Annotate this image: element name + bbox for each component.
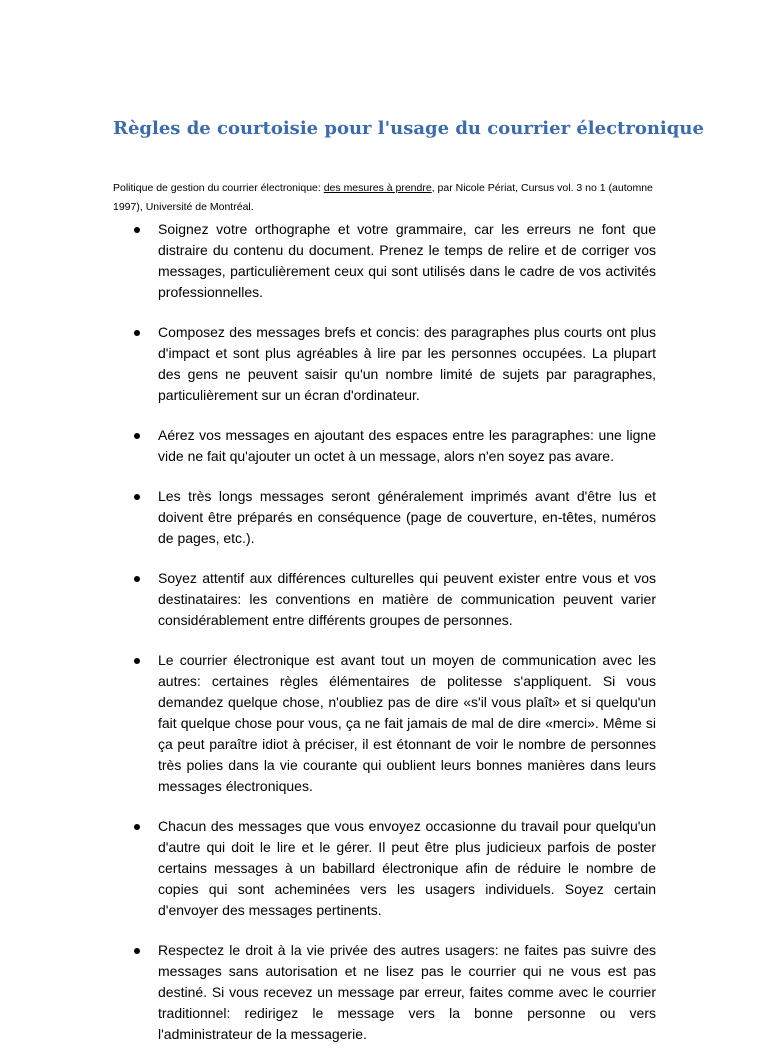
document-title: Règles de courtoisie pour l'usage du courrier électronique — [113, 118, 704, 139]
list-item — [113, 816, 656, 921]
rules-list — [113, 219, 656, 1064]
list-item-text: Respectez le droit à la vie privée des autres usagers: ne faites pas suivre des messages sans autorisation et ne lisez pas le courrier qui ne vous est pas destiné. Si vous recevez un message par erreur, faites comme avec le courrier traditionnel: redirigez le message vers la bonne personne ou vers l'administrateur de la messagerie. — [158, 942, 656, 1042]
citation — [113, 179, 673, 217]
list-item-text: Soyez attentif aux différences culturelles qui peuvent exister entre vous et vos destinataires: les conventions en matière de communication peuvent varier considérablement entre différents groupes de personnes. — [158, 570, 656, 628]
bullet-icon — [134, 494, 140, 500]
bullet-icon — [134, 948, 140, 954]
list-item — [113, 219, 656, 303]
bullet-icon — [134, 576, 140, 582]
list-item — [113, 568, 656, 631]
list-item — [113, 322, 656, 406]
list-item-text: Soignez votre orthographe et votre grammaire, car les erreurs ne font que distraire du contenu du document. Prenez le temps de relire et de corriger vos messages, particulièrement ceux qui sont utilisés dans le cadre de vos activités professionnelles. — [158, 221, 656, 300]
citation-link[interactable]: des mesures à prendre — [323, 182, 432, 194]
bullet-icon — [134, 433, 140, 439]
list-item-text: Aérez vos messages en ajoutant des espaces entre les paragraphes: une ligne vide ne fait qu'ajouter un octet à un message, alors n'en soyez pas avare. — [158, 427, 656, 464]
bullet-icon — [134, 227, 140, 233]
list-item — [113, 650, 656, 797]
citation-prefix: Politique de gestion du courrier électronique: — [113, 182, 324, 194]
bullet-icon — [134, 658, 140, 664]
list-item-text: Le courrier électronique est avant tout un moyen de communication avec les autres: certaines règles élémentaires de politesse s'appliquent. Si vous demandez quelque chose, n'oubliez pas de dire «s'il vous plaît» et si quelqu'un fait quelque chose pour vous, ça ne fait jamais de mal de dire «merci». Même si ça peut paraître idiot à préciser, il est étonnant de voir le nombre de personnes très polies dans la vie courante qui oublient leurs bonnes manières dans leurs messages électroniques. — [158, 652, 656, 794]
list-item — [113, 425, 656, 467]
list-item-text: Les très longs messages seront généralement imprimés avant d'être lus et doivent être préparés en conséquence (page de couverture, en-têtes, numéros de pages, etc.). — [158, 488, 656, 546]
list-item-text: Composez des messages brefs et concis: des paragraphes plus courts ont plus d'impact et sont plus agréables à lire par les personnes occupées. La plupart des gens ne peuvent saisir qu'un nombre limité de sujets par paragraphes, particulièrement sur un écran d'ordinateur. — [158, 324, 656, 403]
bullet-icon — [134, 824, 140, 830]
list-item — [113, 940, 656, 1045]
bullet-icon — [134, 330, 140, 336]
list-item — [113, 486, 656, 549]
citation-suffix: , par Nicole Périat, Cursus vol. 3 no 1 (automne 1997), Université de Montréal. — [113, 182, 653, 213]
list-item-text: Chacun des messages que vous envoyez occasionne du travail pour quelqu'un d'autre qui doit le lire et le gérer. Il peut être plus judicieux parfois de poster certains messages à un babillard électronique afin de réduire le nombre de copies qui sont acheminées vers les usagers individuels. Soyez certain d'envoyer des messages pertinents. — [158, 818, 656, 918]
